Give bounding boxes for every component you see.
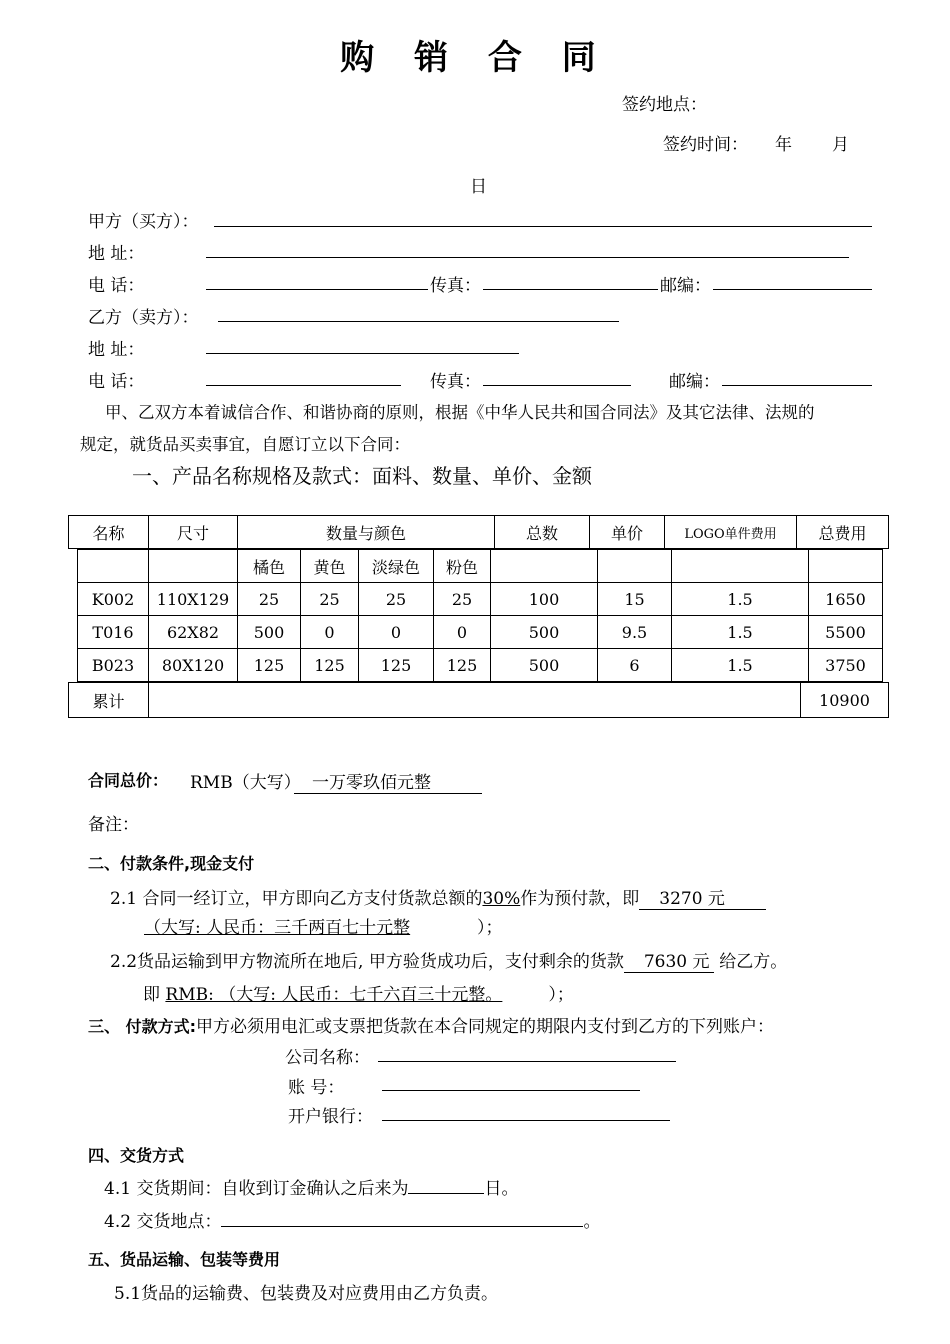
clause-number: 4.2	[104, 1212, 132, 1232]
section-5-1	[114, 1279, 498, 1304]
party-a-label: 甲方（买方）：	[88, 212, 199, 232]
prepay-percent: 30%	[482, 889, 521, 909]
clause-text: ）；	[548, 985, 574, 1005]
total-price-rmb: RMB（大写）	[190, 773, 301, 793]
party-b-field[interactable]	[218, 321, 619, 322]
cell-logo-fee: 1.5	[672, 616, 809, 649]
clause-text: 合同一经订立，甲方即向乙方支付货款总额的	[142, 889, 483, 909]
cell-qty: 500	[238, 616, 301, 649]
table-row	[78, 616, 883, 649]
cell-fee: 3750	[809, 649, 883, 682]
cell-name: K002	[78, 583, 149, 616]
product-table-sum	[68, 682, 889, 718]
section-2-heading: 二、付款条件,现金支付	[88, 854, 255, 873]
bank-label: 开户银行：	[288, 1107, 373, 1127]
total-price-value: 一万零玖佰元整	[294, 768, 482, 794]
product-table-body	[77, 549, 883, 682]
intro-line-1: 甲、乙双方本着诚信合作、和谐协商的原则，根据《中华人民共和国合同法》及其它法律、法规的	[105, 403, 815, 422]
party-b-address-label: 地 址：	[88, 340, 145, 360]
party-b-label: 乙方（卖方）：	[88, 308, 199, 328]
clause-text: 作为预付款，即	[520, 889, 640, 909]
clause-text: 日。	[484, 1179, 519, 1199]
delivery-days-field[interactable]	[408, 1179, 484, 1194]
account-field[interactable]	[382, 1090, 640, 1091]
section-4-heading: 四、交货方式	[88, 1146, 185, 1165]
delivery-place-field[interactable]	[221, 1212, 583, 1227]
prepay-amount-uppercase: （大写: 人民币：三千两百七十元整	[144, 918, 411, 938]
cell-qty: 125	[301, 649, 359, 682]
cell-total: 500	[491, 616, 598, 649]
table-row	[78, 649, 883, 682]
party-a-address-field[interactable]	[206, 257, 849, 258]
clause-text: 给乙方。	[719, 952, 788, 972]
party-a-phone-label: 电 话：	[88, 276, 145, 296]
header-price: 单价	[590, 516, 665, 549]
clause-number: 2.2	[110, 952, 138, 972]
company-name-label: 公司名称：	[285, 1048, 370, 1068]
sign-place-label: 签约地点：	[622, 95, 707, 115]
cell-qty: 25	[301, 583, 359, 616]
header-name: 名称	[69, 516, 149, 549]
party-b-phone-field[interactable]	[206, 385, 401, 386]
section-3-heading: 三、 付款方式:	[88, 1017, 196, 1036]
contract-title: 购 销 合 同	[340, 38, 610, 78]
header-fee: 总费用	[797, 516, 889, 549]
remark-label: 备注：	[88, 815, 139, 835]
party-b-address-field[interactable]	[206, 353, 519, 354]
cell-qty: 125	[238, 649, 301, 682]
color-pink: 粉色	[434, 550, 491, 583]
balance-amount-uppercase: RMB: （大写: 人民币：七千六百三十元整。	[165, 985, 503, 1005]
product-table-header	[68, 515, 889, 549]
cell-price: 15	[598, 583, 672, 616]
cell-size: 62X82	[149, 616, 238, 649]
cell-size: 80X120	[149, 649, 238, 682]
clause-number: 4.1	[104, 1179, 132, 1199]
cell-total: 100	[491, 583, 598, 616]
cell-logo-fee: 1.5	[672, 649, 809, 682]
cell-qty: 0	[359, 616, 434, 649]
clause-text: 货品运输到甲方物流所在地后, 甲方验货成功后，支付剩余的货款	[137, 952, 624, 972]
clause-text: 即	[143, 985, 160, 1005]
section-3	[88, 1012, 774, 1037]
color-orange: 橘色	[238, 550, 301, 583]
prepay-amount: 3270 元	[639, 884, 766, 910]
color-yellow: 黄色	[301, 550, 359, 583]
cell-qty: 25	[238, 583, 301, 616]
clause-number: 2.1	[110, 889, 138, 909]
party-a-field[interactable]	[214, 226, 872, 227]
cell-fee: 1650	[809, 583, 883, 616]
header-size: 尺寸	[149, 516, 238, 549]
cell-logo-fee: 1.5	[672, 583, 809, 616]
sum-label: 累计	[69, 683, 149, 718]
clause-text: 交货期间：自收到订金确认之后来为	[136, 1179, 409, 1199]
party-a-zip-field[interactable]	[713, 289, 872, 290]
month-label: 月	[832, 135, 849, 155]
intro-line-2: 规定，就货品买卖事宜，自愿订立以下合同：	[80, 435, 410, 454]
cell-qty: 125	[434, 649, 491, 682]
cell-size: 110X129	[149, 583, 238, 616]
sum-value: 10900	[801, 683, 889, 718]
clause-text: 。	[583, 1212, 601, 1232]
cell-qty: 25	[359, 583, 434, 616]
section-5-heading: 五、货品运输、包装等费用	[88, 1250, 281, 1269]
cell-qty: 0	[301, 616, 359, 649]
cell-price: 9.5	[598, 616, 672, 649]
table-row	[78, 583, 883, 616]
color-light-green: 淡绿色	[359, 550, 434, 583]
account-label: 账 号：	[288, 1078, 345, 1098]
day-label: 日	[470, 177, 487, 197]
cell-qty: 125	[359, 649, 434, 682]
clause-text: ）；	[477, 918, 503, 938]
cell-qty: 25	[434, 583, 491, 616]
cell-total: 500	[491, 649, 598, 682]
cell-qty: 0	[434, 616, 491, 649]
clause-text: 交货地点：	[136, 1212, 222, 1232]
cell-price: 6	[598, 649, 672, 682]
party-b-zip-label: 邮编：	[669, 372, 720, 392]
year-label: 年	[775, 135, 792, 155]
section-2-1	[110, 884, 766, 910]
party-a-fax-label: 传真：	[430, 276, 481, 296]
header-qty-color: 数量与颜色	[238, 516, 495, 549]
balance-amount: 7630 元	[624, 947, 714, 973]
party-b-fax-label: 传真：	[430, 372, 481, 392]
party-b-phone-label: 电 话：	[88, 372, 145, 392]
cell-name: T016	[78, 616, 149, 649]
party-a-zip-label: 邮编：	[660, 276, 711, 296]
clause-text: 货品的运输费、包装费及对应费用由乙方负责。	[141, 1284, 499, 1304]
header-total: 总数	[495, 516, 590, 549]
party-a-phone-field[interactable]	[206, 289, 428, 290]
bank-field[interactable]	[382, 1120, 670, 1121]
section-4-1	[104, 1174, 518, 1199]
section-4-2	[104, 1207, 600, 1232]
clause-number: 5.1	[114, 1284, 142, 1304]
party-a-fax-field[interactable]	[483, 289, 658, 290]
cell-name: B023	[78, 649, 149, 682]
sign-time-label: 签约时间：	[663, 135, 748, 155]
section-2-2-uppercase	[143, 980, 574, 1005]
party-a-address-label: 地 址：	[88, 244, 145, 264]
section-3-text: 甲方必须用电汇或支票把货款在本合同规定的期限内支付到乙方的下列账户：	[195, 1017, 774, 1037]
header-logo-fee: LOGO单件费用	[665, 516, 797, 549]
total-price-label: 合同总价：	[88, 771, 169, 790]
cell-fee: 5500	[809, 616, 883, 649]
party-b-zip-field[interactable]	[722, 385, 872, 386]
section-1-heading: 一、产品名称规格及款式：面料、数量、单价、金额	[132, 464, 592, 488]
section-2-1-uppercase	[144, 913, 503, 938]
party-b-fax-field[interactable]	[483, 385, 631, 386]
company-name-field[interactable]	[378, 1061, 676, 1062]
section-2-2	[110, 947, 787, 973]
